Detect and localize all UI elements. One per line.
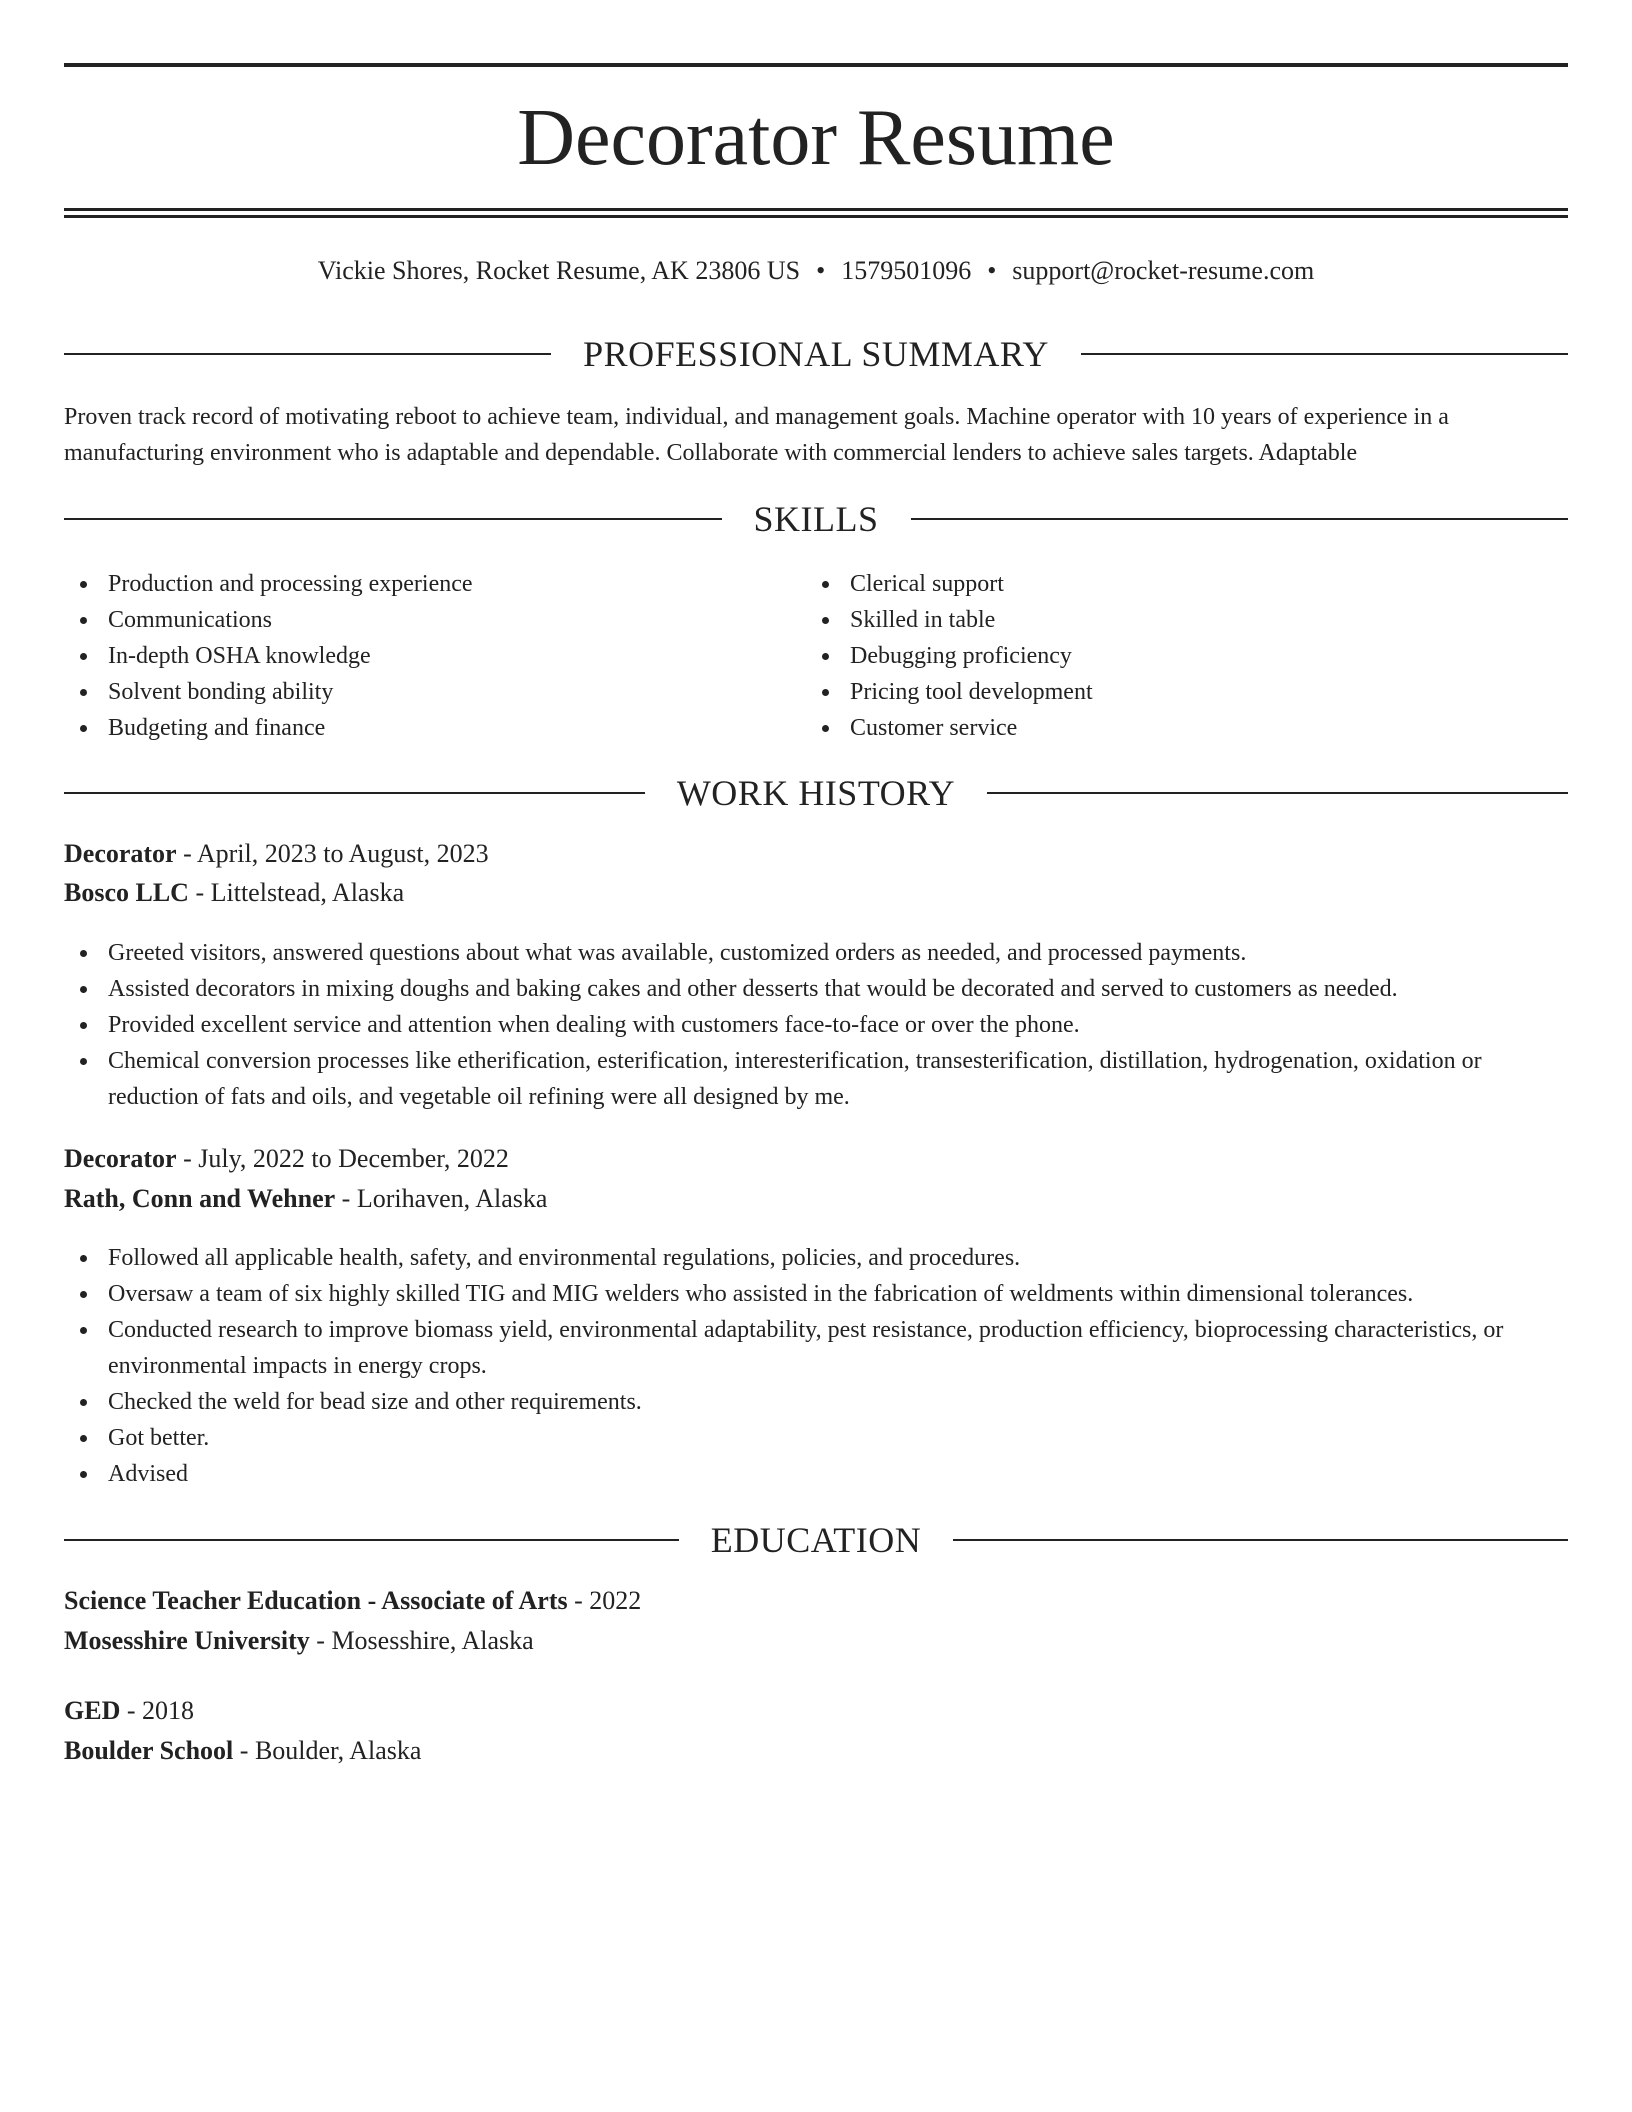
education-location: - Mosesshire, Alaska — [309, 1626, 534, 1655]
heading-rule-right — [1081, 353, 1568, 355]
education-degree: GED — [64, 1696, 121, 1725]
summary-heading-label: PROFESSIONAL SUMMARY — [583, 334, 1049, 374]
job-dates: - April, 2023 to August, 2023 — [176, 839, 489, 868]
summary-text: Proven track record of motivating reboot to achieve team, individual, and management goals. Machine operator with 10 years of experience in a manufacturing environment who is adaptable and dependable. Collaborate with commercial lenders to achieve sales targets. Adaptable — [64, 404, 1449, 466]
heading-rule-right — [987, 792, 1568, 794]
skill-item: Debugging proficiency — [806, 638, 1506, 674]
job-title-line — [64, 1141, 1568, 1177]
skill-item: Customer service — [806, 710, 1506, 746]
job-title: Decorator — [64, 839, 177, 868]
education-heading-label: EDUCATION — [710, 1520, 922, 1560]
skill-item: Budgeting and finance — [64, 710, 764, 746]
job-bullet: Advised — [64, 1456, 1568, 1492]
contact-email: support@rocket-resume.com — [1012, 256, 1315, 285]
education-school-line — [64, 1623, 1568, 1659]
job-company-line — [64, 875, 1568, 911]
contact-line — [64, 254, 1568, 288]
contact-address: Vickie Shores, Rocket Resume, AK 23806 US — [317, 256, 801, 285]
education-year: - 2018 — [120, 1696, 195, 1725]
education-section-heading — [64, 1518, 1568, 1562]
job-bullet: Assisted decorators in mixing doughs and baking cakes and other desserts that would be decorated and served to customers as needed. — [64, 971, 1568, 1007]
job-company-line — [64, 1181, 1568, 1217]
job-company: Rath, Conn and Wehner — [64, 1184, 336, 1213]
skills-heading-label: SKILLS — [753, 499, 879, 539]
education-location: - Boulder, Alaska — [233, 1736, 422, 1765]
education-year: - 2022 — [567, 1586, 642, 1615]
education-degree-line — [64, 1583, 1568, 1619]
contact-separator: • — [816, 256, 826, 285]
title-double-rule-lower — [64, 215, 1568, 218]
skill-item: Communications — [64, 602, 764, 638]
education-degree-line — [64, 1693, 1568, 1729]
top-rule — [64, 63, 1568, 67]
skills-list-right — [806, 566, 1506, 746]
summary-section-heading — [64, 332, 1568, 376]
heading-rule-right — [953, 1539, 1568, 1541]
skills-section-heading — [64, 497, 1568, 541]
work-heading-label: WORK HISTORY — [676, 773, 956, 813]
job-bullet: Chemical conversion processes like etherification, esterification, interesterification, transesterification, distillation, hydrogenation, oxidation or reduction of fats and oils, and vegetable oil refining were all designed by me. — [64, 1043, 1568, 1115]
job-bullet: Greeted visitors, answered questions about what was available, customized orders as needed, and processed payments. — [64, 935, 1568, 971]
skill-item: Production and processing experience — [64, 566, 764, 602]
education-degree: Science Teacher Education - Associate of Arts — [64, 1586, 568, 1615]
contact-phone: 1579501096 — [841, 256, 972, 285]
education-school: Boulder School — [64, 1736, 234, 1765]
job-bullet-list — [64, 1240, 1568, 1492]
work-section-heading — [64, 771, 1568, 815]
title-double-rule-upper — [64, 208, 1568, 211]
job-dates: - July, 2022 to December, 2022 — [176, 1144, 509, 1173]
job-bullet: Got better. — [64, 1420, 1568, 1456]
job-title-line — [64, 836, 1568, 872]
job-bullet-list — [64, 935, 1568, 1115]
job-bullet: Followed all applicable health, safety, and environmental regulations, policies, and procedures. — [64, 1240, 1568, 1276]
heading-rule-left — [64, 792, 645, 794]
education-school: Mosesshire University — [64, 1626, 310, 1655]
skills-list-left — [64, 566, 764, 746]
heading-rule-left — [64, 353, 551, 355]
heading-rule-right — [911, 518, 1569, 520]
job-bullet: Oversaw a team of six highly skilled TIG and MIG welders who assisted in the fabrication of weldments within dimensional tolerances. — [64, 1276, 1568, 1312]
job-bullet: Conducted research to improve biomass yield, environmental adaptability, pest resistance, production efficiency, bioprocessing characteristics, or environmental impacts in energy crops. — [64, 1312, 1568, 1384]
skill-item: In-depth OSHA knowledge — [64, 638, 764, 674]
heading-rule-left — [64, 1539, 679, 1541]
skill-item: Skilled in table — [806, 602, 1506, 638]
heading-rule-left — [64, 518, 722, 520]
skill-item: Pricing tool development — [806, 674, 1506, 710]
job-bullet: Checked the weld for bead size and other requirements. — [64, 1384, 1568, 1420]
job-location: - Littelstead, Alaska — [188, 878, 405, 907]
contact-separator: • — [987, 256, 997, 285]
job-location: - Lorihaven, Alaska — [335, 1184, 548, 1213]
job-title: Decorator — [64, 1144, 177, 1173]
page-title: Decorator Resume — [517, 94, 1115, 182]
education-school-line — [64, 1733, 1568, 1769]
skill-item: Solvent bonding ability — [64, 674, 764, 710]
job-bullet: Provided excellent service and attention when dealing with customers face-to-face or over the phone. — [64, 1007, 1568, 1043]
job-company: Bosco LLC — [64, 878, 189, 907]
skill-item: Clerical support — [806, 566, 1506, 602]
